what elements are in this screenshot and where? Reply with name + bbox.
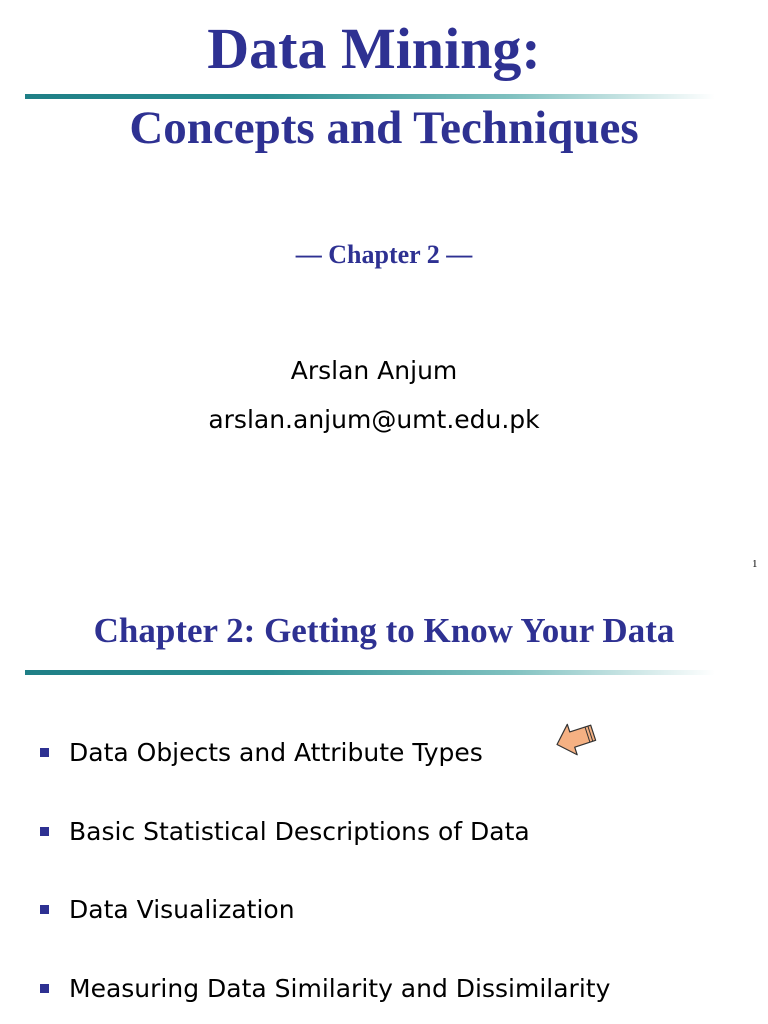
chapter-tag: — Chapter 2 —	[295, 240, 473, 269]
list-item	[40, 890, 740, 930]
bullet-text: Measuring Data Similarity and Dissimilarity	[69, 974, 611, 1003]
bullet-text: Basic Statistical Descriptions of Data	[69, 817, 530, 846]
title-rule	[25, 670, 715, 675]
bullet-square-icon	[40, 905, 49, 914]
slide-number: 1	[752, 558, 758, 570]
subtitle: Concepts and Techniques	[129, 102, 639, 154]
bullet-square-icon	[40, 748, 49, 757]
author-name: Arslan Anjum	[290, 356, 458, 385]
slide-title: Chapter 2: Getting to Know Your Data	[93, 611, 675, 650]
bullet-text: Data Objects and Attribute Types	[69, 738, 483, 767]
pointing-arrow-icon	[553, 716, 601, 761]
list-item	[40, 733, 740, 773]
list-item	[40, 812, 740, 852]
bullet-text: Data Visualization	[69, 895, 295, 924]
main-title: Data Mining:	[207, 16, 541, 81]
title-rule	[25, 94, 715, 99]
bullet-square-icon	[40, 827, 49, 836]
author-email: arslan.anjum@umt.edu.pk	[208, 405, 540, 434]
outline-slide	[0, 585, 768, 1024]
bullet-square-icon	[40, 984, 49, 993]
list-item	[40, 969, 740, 1009]
